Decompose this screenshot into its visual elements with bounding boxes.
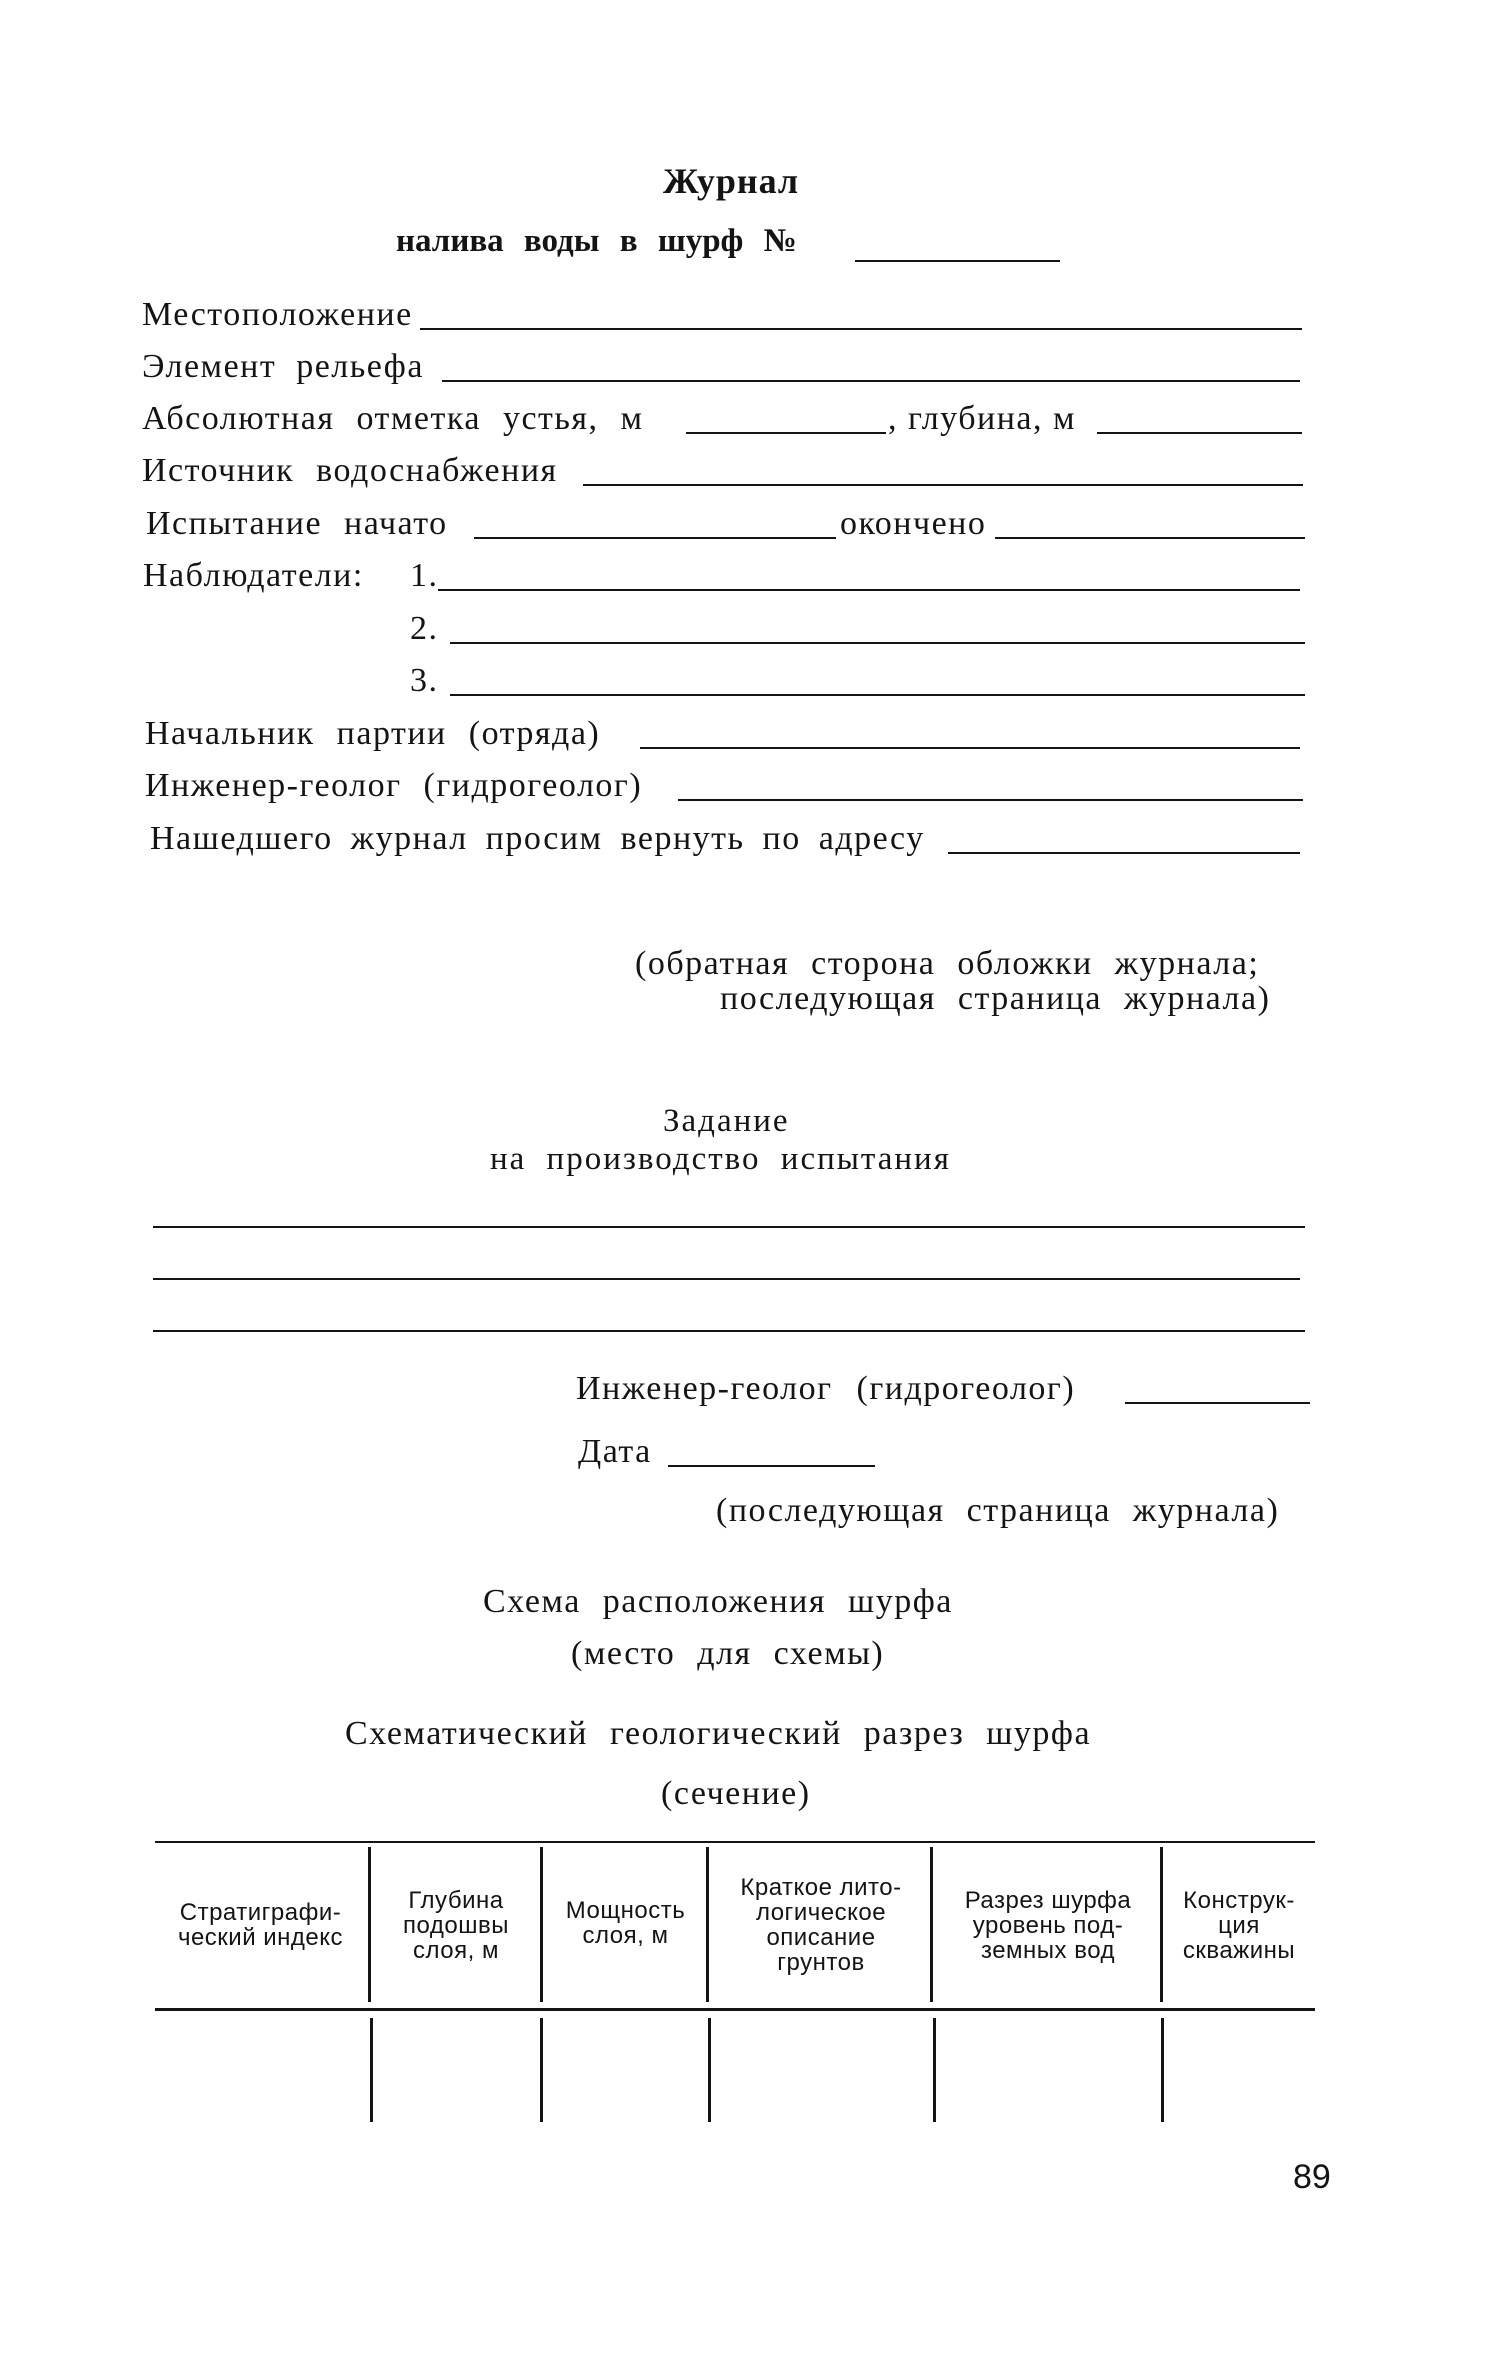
water-source-label: Источник водоснабжения (142, 452, 558, 489)
depth-line[interactable] (1097, 432, 1302, 434)
location-label: Местоположение (142, 296, 413, 333)
return-address-line[interactable] (948, 852, 1300, 854)
table-body-divider-1 (370, 2018, 373, 2122)
relief-element-line[interactable] (442, 380, 1300, 382)
journal-subtitle: налива воды в шурф № (396, 223, 797, 259)
observer-3-line[interactable] (450, 694, 1305, 696)
observers-label: Наблюдатели: (143, 557, 364, 594)
observer-2-number: 2. (410, 610, 439, 647)
relief-element-label: Элемент рельефа (142, 348, 424, 385)
depth-label: , глубина, м (888, 400, 1077, 437)
test-started-line[interactable] (474, 537, 836, 539)
table-body-divider-3 (708, 2018, 711, 2122)
table-body-divider-4 (933, 2018, 936, 2122)
engineer-label: Инженер-геолог (гидрогеолог) (145, 767, 643, 804)
section-title: Схематический геологический разрез шурфа (345, 1715, 1092, 1752)
task-subtitle: на производство испытания (490, 1141, 951, 1177)
table-body-divider-2 (540, 2018, 543, 2122)
col-header-pit-section: Разрез шурфа уровень под- земных вод (964, 1887, 1132, 1964)
test-finished-line[interactable] (995, 537, 1305, 539)
party-chief-line[interactable] (640, 747, 1300, 749)
next-page-note: (последующая страница журнала) (716, 1492, 1280, 1529)
table-header-border (155, 2008, 1315, 2011)
test-finished-label: окончено (840, 505, 987, 542)
col-header-thickness: Мощность слоя, м (565, 1897, 686, 1949)
observer-1-line[interactable] (438, 589, 1300, 591)
observer-2-line[interactable] (450, 642, 1305, 644)
test-started-label: Испытание начато (146, 505, 448, 542)
task-date-label: Дата (578, 1433, 652, 1470)
col-header-lithology: Краткое лито- логическое описание грунтов (740, 1874, 902, 1976)
location-line[interactable] (420, 328, 1302, 330)
task-line-2[interactable] (153, 1278, 1300, 1280)
table-body-divider-5 (1161, 2018, 1164, 2122)
col-header-strat-index: Стратиграфи- ческий индекс (177, 1899, 344, 1951)
scheme-placeholder: (место для схемы) (571, 1635, 885, 1672)
task-engineer-label: Инженер-геолог (гидрогеолог) (576, 1370, 1076, 1407)
task-date-line[interactable] (668, 1465, 875, 1467)
observer-1-number: 1. (410, 557, 439, 594)
scheme-title: Схема расположения шурфа (483, 1583, 953, 1620)
abs-mark-line[interactable] (686, 432, 886, 434)
cover-note-line-1: (обратная сторона обложки журнала; (635, 945, 1260, 982)
col-header-well-construction: Конструк- ция скважины (1182, 1887, 1296, 1964)
observer-3-number: 3. (410, 662, 439, 699)
pit-number-line[interactable] (855, 260, 1060, 262)
task-title: Задание (663, 1103, 790, 1139)
water-source-line[interactable] (583, 484, 1303, 486)
task-line-1[interactable] (153, 1226, 1305, 1228)
table-divider-1 (368, 1847, 371, 2002)
col-header-bottom-depth: Глубина подошвы слоя, м (403, 1887, 509, 1964)
task-engineer-line[interactable] (1125, 1402, 1310, 1404)
return-address-label: Нашедшего журнал просим вернуть по адресу (150, 820, 925, 857)
journal-title: Журнал (663, 161, 800, 201)
page-number: 89 (1293, 2158, 1331, 2196)
cover-note-line-2: последующая страница журнала) (720, 980, 1271, 1017)
party-chief-label: Начальник партии (отряда) (145, 715, 601, 752)
section-subtitle: (сечение) (661, 1775, 811, 1812)
table-top-border (155, 1841, 1315, 1843)
abs-mark-label: Абсолютная отметка устья, м (142, 400, 644, 437)
task-line-3[interactable] (153, 1330, 1305, 1332)
engineer-line[interactable] (678, 799, 1303, 801)
